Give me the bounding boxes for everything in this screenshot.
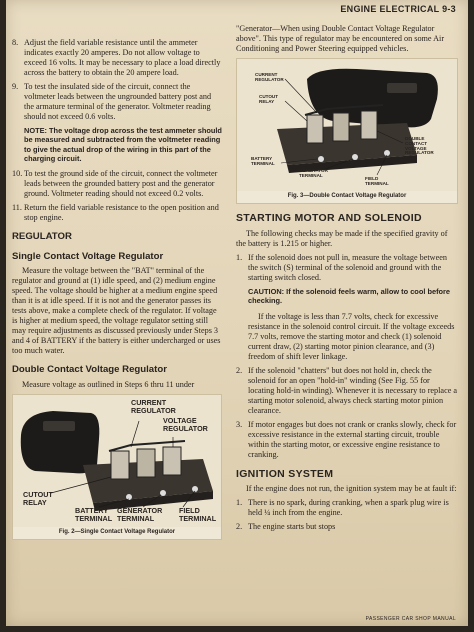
label-generator-terminal: GENERATOR TERMINAL (299, 168, 328, 178)
figure-3-double-contact-regulator (236, 58, 458, 204)
regulator-heading: REGULATOR (12, 231, 72, 242)
left-column (12, 38, 222, 544)
page-header: ENGINE ELECTRICAL 9-3 (340, 4, 456, 14)
intro-text: "Generator—When using Double Contact Voltage Regulator above". This type of regulator may be encountered on some Air Conditioning and Power Steering equipped vehicles. (236, 24, 445, 53)
step-10: 10. To test the ground side of the circuit, connect the voltmeter leads between the grounded battery post and the generator ground. Voltmeter reading should not exceed 0.2 volts. (12, 169, 218, 198)
figure-2-caption: Fig. 2—Single Contact Voltage Regulator (58, 529, 176, 536)
ignition-step-1: 1. There is no spark, during cranking, when a spark plug wire is held ¼ inch from the engine. (236, 498, 449, 518)
starting-step-1b: If the voltage is less than 7.7 volts, check for excessive resistance in the solenoid control circuit. If the voltage exceeds 7.7 volts, remove the starting motor and check (1) solenoid current draw, (2) starting motor pinion clearance, and (3) freedom of shift lever linkage. (248, 311, 455, 361)
label-field-terminal: FIELD TERMINAL (179, 506, 217, 523)
single-contact-heading: Single Contact Voltage Regulator (12, 250, 164, 262)
label-cutout-relay: CUTOUT RELAY (259, 94, 279, 104)
single-contact-text: Measure the voltage between the "BAT" terminal of the regulator and ground at (1) idle speed, and (2) medium engine speed. The voltage should be higher at a medium engine speed than it is at idle speed. If it is not and the generator passes its tests above, make a complete check of the regulator. If voltage is higher at medium speed, the voltage regulator setting still may require adjustments as discussed previously under Steps 3 and 4 of BATTERY if the battery is either undercharged or uses too much water. (12, 266, 221, 356)
label-cutout-relay: CUTOUT RELAY (23, 490, 53, 507)
label-generator-terminal: GENERATOR TERMINAL (117, 506, 163, 523)
step-8: 8. Adjust the field variable resistance until the ammeter indicates exactly 20 amperes. Do not allow voltage to exceed 16 volts. It may be necessary to place a load directly across the battery to obtain the 20 ampere load. (12, 38, 221, 77)
right-column (236, 24, 458, 536)
ignition-intro: If the engine does not run, the ignition system may be at fault if: (246, 484, 457, 494)
page-footer: PASSENGER CAR SHOP MANUAL (365, 616, 456, 622)
label-battery-terminal: BATTERY TERMINAL (75, 506, 113, 523)
starting-motor-heading: STARTING MOTOR AND SOLENOID (236, 212, 422, 225)
figure-3-caption: Fig. 3—Double Contact Voltage Regulator (287, 193, 407, 199)
label-battery-terminal: BATTERY TERMINAL (251, 156, 275, 166)
figure-2-single-contact-regulator (12, 394, 222, 540)
ignition-step-2: 2. The engine starts but stops (236, 522, 336, 532)
label-voltage-regulator: VOLTAGE REGULATOR (163, 416, 208, 433)
step-11: 11. Return the field variable resistance to the open position and stop engine. (12, 203, 219, 222)
ignition-heading: IGNITION SYSTEM (236, 467, 334, 480)
starting-step-3: 3. If motor engages but does not crank or cranks slowly, check for excessive resistance in the external starting circuit, trouble within the starting motor, or excessive engine resistance to cranking. (236, 419, 457, 459)
label-field-terminal: FIELD TERMINAL (365, 176, 389, 186)
double-contact-text: Measure voltage as outlined in Steps 6 thru 11 under (22, 380, 195, 390)
double-contact-heading: Double Contact Voltage Regulator (12, 364, 167, 376)
starting-step-2: 2. If the solenoid "chatters" but does not hold in, check the solenoid for an open "hold-in" winding (See Fig. 55 for locating hold-in winding). Whenever it is necessary to replace a starting motor solenoid, always check starting motor pinion clearance. (236, 365, 458, 415)
starting-step-1: 1. If the solenoid does not pull in, measure the voltage between the switch (S) terminal of the solenoid and ground with the starting switch closed. (236, 253, 447, 283)
label-current-regulator: CURRENT REGULATOR (255, 72, 284, 82)
starting-intro: The following checks may be made if the specified gravity of the battery is 1.215 or higher. (236, 229, 448, 249)
note-voltage-drop: NOTE: The voltage drop across the test ammeter should be measured and subtracted from the voltmeter reading to give the actual drop of the wiring in this part of the charging circuit. (24, 126, 222, 163)
caution-solenoid: CAUTION: If the solenoid feels warm, allow to cool before checking. (248, 287, 451, 306)
label-double-contact-voltage-regulator: DOUBLE CONTACT VOLTAGE REGULATOR (405, 136, 434, 156)
label-current-regulator: CURRENT REGULATOR (131, 398, 176, 415)
manual-page (6, 0, 468, 626)
step-9: 9. To test the insulated side of the circuit, connect the voltmeter leads between the ungrounded battery post and the armature terminal of the generator. Voltmeter reading should not exceed 0.6 volts. (12, 82, 212, 121)
